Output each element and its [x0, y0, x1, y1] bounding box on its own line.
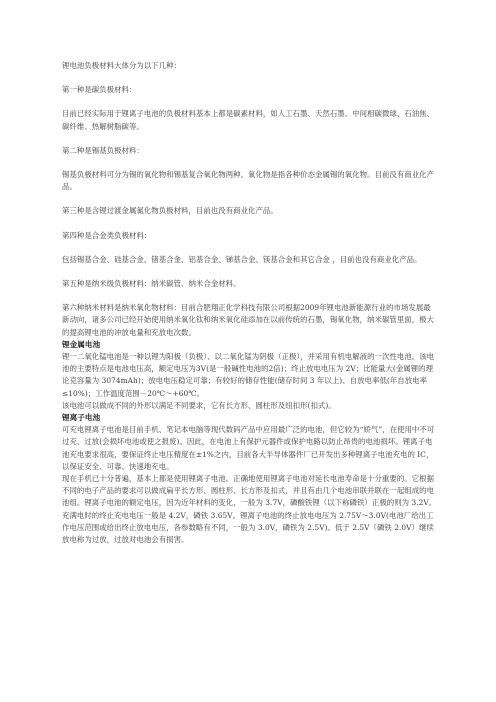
- paragraph-nano: 第五种是纳米级负极材料：纳米碳管、纳米合金材料。: [62, 279, 241, 289]
- paragraph-alloy: 包括锡基合金、硅基合金、锗基合金、铝基合金、锑基合金、镁基合金和其它合金 ，目前也没有商业化产品。: [62, 254, 422, 264]
- section-heading-tin: 第二种是锡基负极材料：: [62, 145, 144, 155]
- section-heading-carbon: 第一种是碳负极材料：: [62, 85, 137, 95]
- paragraph-li-mno2: 锂一二氧化锰电池是一种以锂为阳极（负极）、以二氧化锰为阴极（正极），并采用有机电解液的一次性电池。该电池的主要特点是电池电压高，额定电压为3V(是一般碱性电池的2倍)；终止放电电压为 2V；比能量大(金属锂的理论克容量为 3074mAh)；放电电压稳定可靠；有较好的储存性能(储存时间 3 年以上)、自放电率低(年自放电率≤10%)；工作温度范围－20℃～+60℃。: [62, 352, 435, 398]
- heading-lithium-metal: 锂金属电池: [62, 339, 101, 349]
- paragraph-tin: 锡基负极材料可分为锡的氧化物和锡基复合氧化物两种。氧化物是指各种价态金属锡的氧化物。目前没有商业化产品。: [62, 170, 435, 192]
- paragraph-nitride: 第三种是含锂过渡金属氮化物负极材料，目前也没有商业化产品。: [62, 206, 278, 216]
- paragraph-nano-oxide: 第六种纳米材料是纳米氧化物材料：目前合肥翔正化学科技有限公司根据2009年锂电池新能源行业的市场发展最新动向，诸多公司已经开始使用纳米氧化钛和纳米氧化硅添加在以前传统的石墨，锡氧化物，纳米碳管里面，极大的提高锂电池的冲放电量和充放电次数。: [62, 303, 435, 337]
- paragraph-shapes: 该电池可以做成不同的外形以满足不同要求，它有长方形、圆柱形及纽扣形(扣式)。: [62, 400, 336, 410]
- document-page: [62, 60, 438, 546]
- paragraph-carbon: 目前已经实际用于锂离子电池的负极材料基本上都是碳素材料，如人工石墨、天然石墨、中间相碳微球、石油焦、碳纤维、热解树脂碳等。: [62, 109, 435, 131]
- section-heading-alloy: 第四种是合金类负极材料：: [62, 230, 152, 240]
- heading-lithium-ion: 锂离子电池: [62, 413, 101, 423]
- paragraph-li-ion-charging: 可充电锂离子电池是目前手机、笔记本电脑等现代数码产品中应用最广泛的电池，但它较为“娇气”，在使用中不可过充、过放(会损坏电池或使之报废)。因此，在电池上有保护元器件或保护电路以防止昂贵的电池损坏。锂离子电池充电要求很高，要保证终止电压精度在±1%之内，目前各大半导体器件厂已开发出多种锂离子电池充电的 IC，以保证安全、可靠、快速地充电。: [62, 425, 435, 471]
- paragraph-li-ion-usage: 现在手机已十分普遍，基本上都是使用锂离子电池。正确地使用锂离子电池对延长电池寿命是十分重要的。它根据不同的电子产品的要求可以做成扁平长方形、圆柱形、长方形及扣式，并且有由几个电池串联并联在一起组成的电池组。锂离子电池的额定电压，因为近年材料的变化，一般为 3.7V，磷酸铁锂（以下称磷铁）正极的则为 3.2V。充满电时的终止充电电压一般是 4.2V，磷铁 3.65V。锂离子电池的终止放电电压为 2.75V～3.0V(电池厂给出工作电压范围或给出终止放电电压，各参数略有不同，一般为 3.0V，磷铁为 2.5V)。低于 2.5V（磷铁 2.0V）继续放电称为过放，过放对电池会有损害。: [62, 474, 437, 545]
- intro-paragraph: 锂电池负极材料大体分为以下几种：: [62, 61, 182, 70]
